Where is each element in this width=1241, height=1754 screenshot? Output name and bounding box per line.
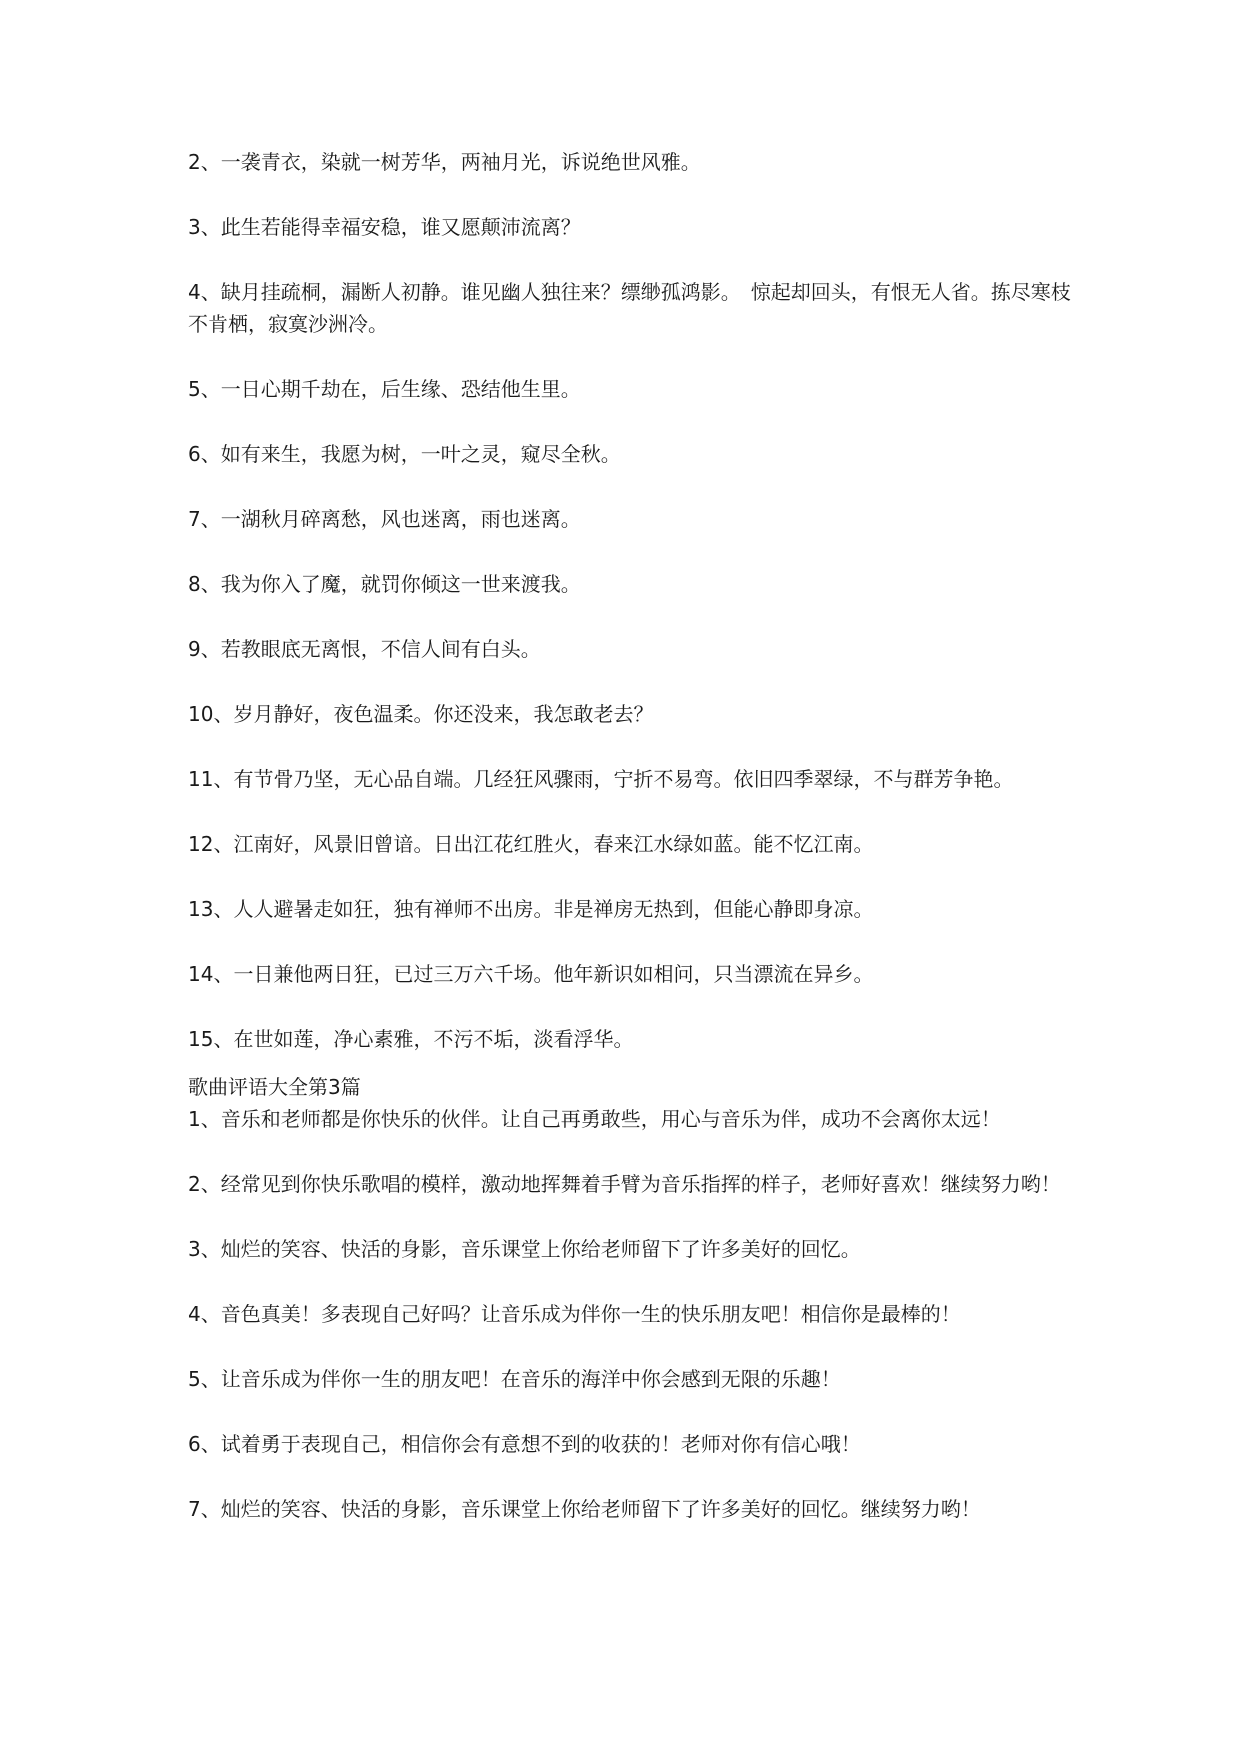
list-item: 9、若教眼底无离恨，不信人间有白头。 (188, 637, 541, 661)
list-item: 15、在世如莲，净心素雅，不污不垢，淡看浮华。 (188, 1027, 634, 1051)
list-item: 1、音乐和老师都是你快乐的伙伴。让自己再勇敢些，用心与音乐为伴，成功不会离你太远！ (188, 1107, 1001, 1131)
list-item: 10、岁月静好，夜色温柔。你还没来，我怎敢老去？ (188, 702, 654, 726)
list-item: 12、江南好，风景旧曾谙。日出江花红胜火，春来江水绿如蓝。能不忆江南。 (188, 832, 874, 856)
list-item: 5、让音乐成为伴你一生的朋友吧！在音乐的海洋中你会感到无限的乐趣！ (188, 1367, 841, 1391)
list-item: 2、经常见到你快乐歌唱的模样，激动地挥舞着手臂为音乐指挥的样子，老师好喜欢！继续努力哟！ (188, 1172, 1061, 1196)
list-item: 7、一湖秋月碎离愁，风也迷离，雨也迷离。 (188, 507, 581, 531)
list-item: 4、缺月挂疏桐，漏断人初静。谁见幽人独往来？缥缈孤鸿影。 惊起却回头，有恨无人省。拣尽寒枝不肯栖，寂寞沙洲冷。 (188, 280, 1071, 336)
list-item: 4、音色真美！多表现自己好吗？让音乐成为伴你一生的快乐朋友吧！相信你是最棒的！ (188, 1302, 961, 1326)
list-item: 14、一日兼他两日狂，已过三万六千场。他年新识如相问，只当漂流在异乡。 (188, 962, 874, 986)
list-item: 3、此生若能得幸福安稳，谁又愿颠沛流离？ (188, 215, 581, 239)
document-body (188, 146, 1088, 1558)
list-item: 13、人人避暑走如狂，独有禅师不出房。非是禅房无热到，但能心静即身凉。 (188, 897, 874, 921)
list-item: 2、一袭青衣，染就一树芳华，两袖月光，诉说绝世风雅。 (188, 150, 701, 174)
list-item: 8、我为你入了魔，就罚你倾这一世来渡我。 (188, 572, 581, 596)
list-item: 11、有节骨乃坚，无心品自端。几经狂风骤雨，宁折不易弯。依旧四季翠绿，不与群芳争艳。 (188, 767, 1014, 791)
list-item: 3、灿烂的笑容、快活的身影，音乐课堂上你给老师留下了许多美好的回忆。 (188, 1237, 861, 1261)
list-item: 6、试着勇于表现自己，相信你会有意想不到的收获的！老师对你有信心哦！ (188, 1432, 861, 1456)
list-item: 5、一日心期千劫在，后生缘、恐结他生里。 (188, 377, 581, 401)
section-heading: 歌曲评语大全第3篇 (188, 1075, 361, 1099)
list-item: 7、灿烂的笑容、快活的身影，音乐课堂上你给老师留下了许多美好的回忆。继续努力哟！ (188, 1497, 981, 1521)
list-item: 6、如有来生，我愿为树，一叶之灵，窥尽全秋。 (188, 442, 621, 466)
